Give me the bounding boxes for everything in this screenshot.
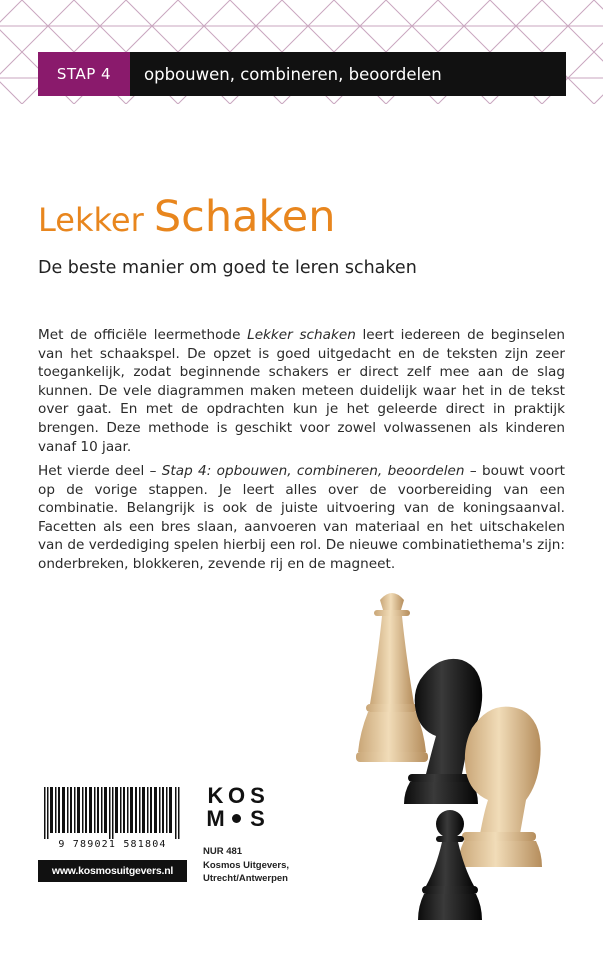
book-subtitle: De beste manier om goed te leren schaken: [38, 258, 417, 278]
isbn-barcode: [38, 783, 187, 856]
logo-row-1: [205, 784, 269, 807]
kosmos-logo: [205, 784, 269, 832]
p2-italic: Stap 4: opbouwen, combineren, beoordelen: [161, 463, 465, 479]
step-title: opbouwen, combineren, beoordelen: [130, 52, 566, 96]
isbn-number: 9 789021 581804: [58, 839, 167, 850]
logo-row-2: [205, 807, 269, 830]
publisher-website[interactable]: www.kosmosuitgevers.nl: [38, 860, 187, 882]
p1-italic: Lekker schaken: [247, 327, 356, 343]
p1-post: leert iedereen de beginselen van het schaakspel. De opzet is goed uitgedacht en de teksten zijn zeer toegankelijk, zodat beginnende schakers er direct zelf mee aan de slag kunnen. De vele diagrammen maken meteen duidelijk waar het in de tekst over gaat. En met de opdrachten kun je het geleerde direct in praktijk brengen. Deze methode is geschikt voor zowel volwassenen als kinderen vanaf 10 jaar.: [38, 327, 565, 455]
p2-pre: Het vierde deel –: [38, 463, 162, 479]
title-part-1: Lekker: [38, 201, 144, 239]
step-badge: STAP 4: [38, 52, 130, 96]
title-part-2: Schaken: [153, 192, 336, 242]
logo-letter-m: M: [206, 805, 225, 831]
publisher-info: [203, 845, 289, 886]
nur-code: NUR 481: [203, 846, 243, 857]
logo-letter-o: O: [227, 782, 246, 808]
p1-pre: Met de officiële leermethode: [38, 327, 248, 343]
logo-dot-icon: [232, 814, 241, 823]
description-paragraph-1: [38, 326, 565, 456]
white-queen-piece: [356, 593, 428, 762]
publisher-city: Utrecht/Antwerpen: [203, 873, 288, 884]
logo-letter-k: K: [207, 782, 224, 808]
publisher-name: Kosmos Uitgevers,: [203, 859, 290, 871]
logo-letter-s2: S: [250, 805, 265, 831]
description-paragraph-2: [38, 462, 565, 574]
chess-pieces-image: [352, 588, 552, 933]
logo-letter-s: S: [250, 782, 265, 808]
p2-post: – bouwt voort op de vorige stappen. Je leert alles over de voorbereiding van een combinatie. Belangrijk is ook de juiste uitvoering van de koningsaanval. Facetten als een bres slaan, aanvoeren van materiaal en het uitschakelen van de verdediging spelen hierbij een rol. De nieuwe combinatiethema's zijn: onderbreken, blokkeren, zevende rij en de magneet.: [38, 463, 565, 572]
step-header-bar: [38, 52, 566, 96]
book-title: [38, 192, 336, 242]
barcode-bars: [44, 787, 181, 839]
